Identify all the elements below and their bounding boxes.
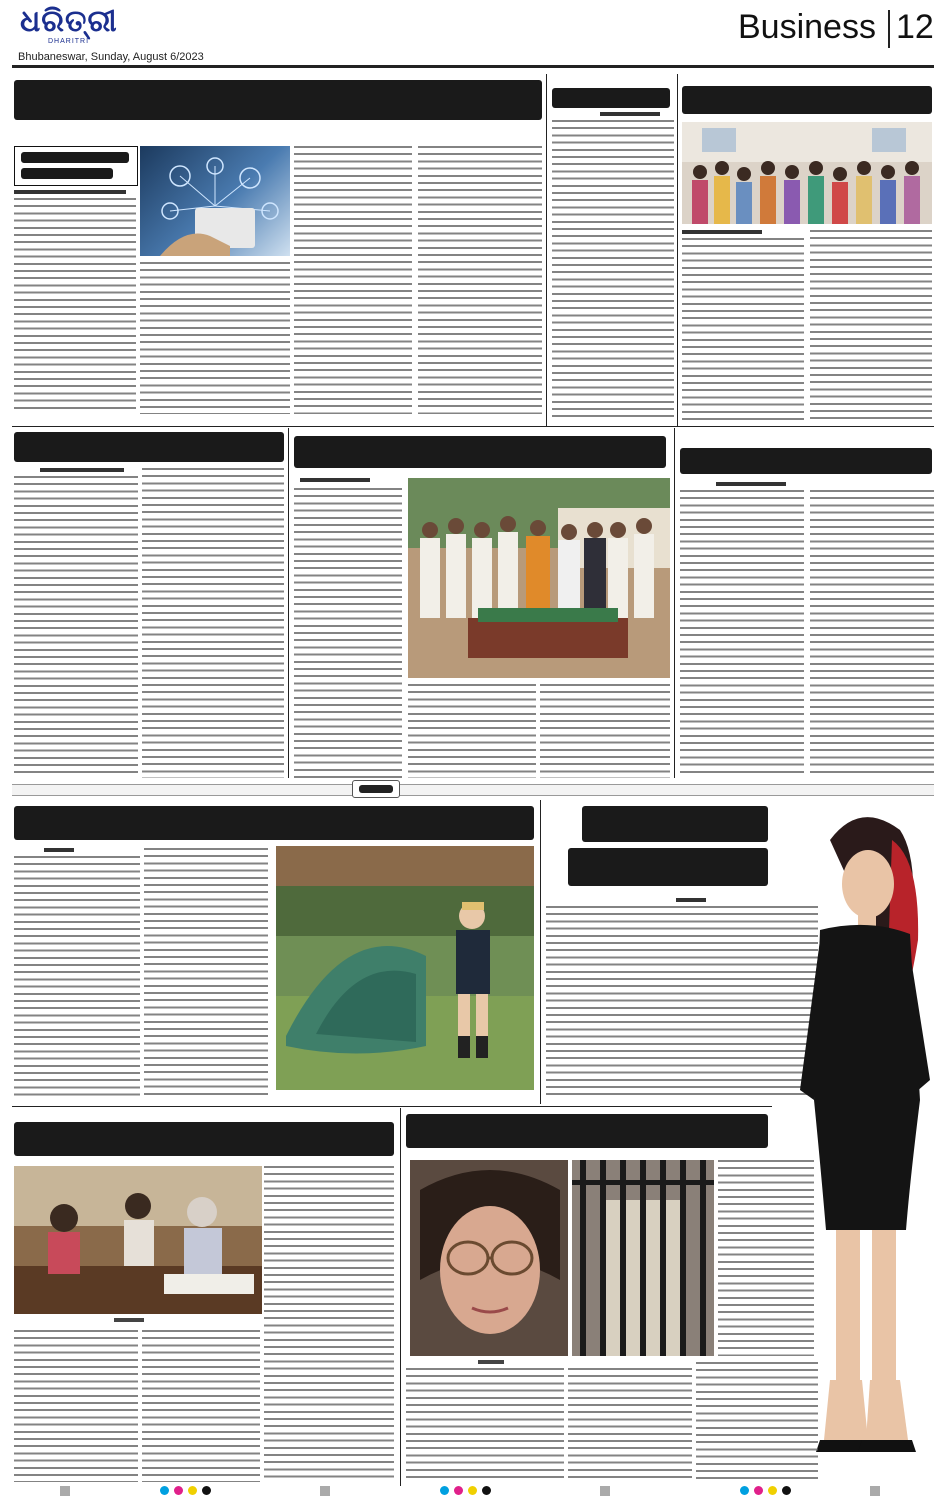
color-bar-icon (320, 1486, 330, 1496)
group-of-people-illustration (682, 122, 932, 224)
tent-headline (14, 806, 534, 840)
section-title: Business (738, 8, 876, 46)
jail-text-4 (696, 1362, 818, 1482)
row-rule (12, 426, 934, 427)
column-divider (677, 74, 678, 426)
registration-dot-icon (160, 1486, 169, 1495)
lead-headline (14, 80, 542, 120)
brief-headline-1 (552, 88, 670, 108)
classroom-caption (114, 1318, 144, 1322)
workshop-text-2 (142, 468, 284, 778)
lead-text-col-2 (140, 262, 290, 414)
woman-with-glasses-illustration (410, 1160, 568, 1356)
prison-bars-illustration (572, 1160, 714, 1356)
class-nine-headline (14, 1122, 394, 1156)
column-divider (288, 428, 289, 778)
cleanliness-text-2 (810, 490, 934, 778)
column-divider (400, 1108, 401, 1486)
feature-banner (12, 784, 934, 796)
masthead-rule (12, 65, 934, 68)
registration-dot-icon (188, 1486, 197, 1495)
newspaper-logo (20, 6, 120, 46)
event-crowd-illustration (408, 478, 670, 678)
dek-line-2 (21, 168, 113, 179)
row-rule (12, 1106, 772, 1107)
class-nine-text-1 (264, 1166, 394, 1482)
right-lead-text-1 (682, 238, 804, 422)
lead-text-col-3 (294, 146, 412, 414)
actress-text (546, 906, 818, 1096)
lead-dek-box (14, 146, 138, 186)
lead-dateline (14, 190, 126, 194)
actress-headline-2 (568, 848, 768, 886)
tent-text-1 (14, 856, 140, 1100)
logo-text: ଧରିତ୍ରୀ (20, 4, 118, 39)
registration-dot-icon (740, 1486, 749, 1495)
tent-dateline (44, 848, 74, 852)
herbal-text-2 (408, 684, 536, 778)
lead-photo (140, 146, 290, 256)
tent-text-2 (144, 848, 268, 1100)
class-nine-text-3 (142, 1330, 260, 1482)
class-nine-text-2 (14, 1330, 138, 1482)
tent-photo (276, 846, 534, 1090)
registration-dot-icon (754, 1486, 763, 1495)
herbal-text-1 (294, 488, 402, 778)
registration-dot-icon (440, 1486, 449, 1495)
lead-text-col-4 (418, 146, 542, 414)
registration-dot-icon (202, 1486, 211, 1495)
registration-dot-icon (454, 1486, 463, 1495)
herbal-dateline (300, 478, 370, 482)
cleanliness-text-1 (680, 490, 804, 778)
actress-dateline (676, 898, 706, 902)
digital-network-illustration (140, 146, 290, 256)
herbal-event-photo (408, 478, 670, 678)
color-bar-icon (870, 1486, 880, 1496)
jail-sentence-headline (406, 1114, 768, 1148)
color-bar-icon (60, 1486, 70, 1496)
workshop-dateline (40, 468, 124, 472)
herbal-text-3 (540, 684, 670, 778)
registration-dot-icon (468, 1486, 477, 1495)
brief-dateline-1 (600, 112, 660, 116)
woman-portrait-photo (410, 1160, 568, 1356)
jail-text-2 (406, 1368, 564, 1482)
column-divider (674, 428, 675, 778)
cleanliness-headline (680, 448, 932, 474)
logo-subtitle: DHARITRI (48, 38, 90, 45)
cleanliness-dateline (716, 482, 786, 486)
dateline: Bhubaneswar, Sunday, August 6/2023 (18, 51, 204, 63)
right-lead-text-2 (810, 230, 932, 422)
classroom-illustration (14, 1166, 262, 1314)
right-lead-dateline (682, 230, 762, 234)
right-lead-headline (682, 86, 932, 114)
registration-dot-icon (174, 1486, 183, 1495)
page-number: 12 (896, 8, 934, 46)
section-divider (888, 10, 890, 48)
column-divider (540, 800, 541, 1104)
column-divider (546, 74, 547, 426)
registration-dot-icon (482, 1486, 491, 1495)
dek-line-1 (21, 152, 129, 163)
registration-dot-icon (782, 1486, 791, 1495)
group-photo (682, 122, 932, 224)
jail-text-3 (568, 1368, 692, 1482)
boy-and-tent-illustration (276, 846, 534, 1090)
jail-cell-photo (572, 1160, 714, 1356)
portrait-caption (478, 1360, 504, 1364)
registration-dot-icon (768, 1486, 777, 1495)
actress-headline-1 (582, 806, 768, 842)
lead-text-col-1 (14, 198, 136, 414)
feature-label-text (359, 785, 393, 793)
workshop-text-1 (14, 476, 138, 778)
color-bar-icon (600, 1486, 610, 1496)
jail-text-1 (718, 1160, 814, 1356)
brief-text-1 (552, 120, 674, 420)
feature-label (352, 780, 400, 798)
workshop-headline (14, 432, 284, 462)
herbal-day-headline (294, 436, 666, 468)
classroom-photo (14, 1166, 262, 1314)
